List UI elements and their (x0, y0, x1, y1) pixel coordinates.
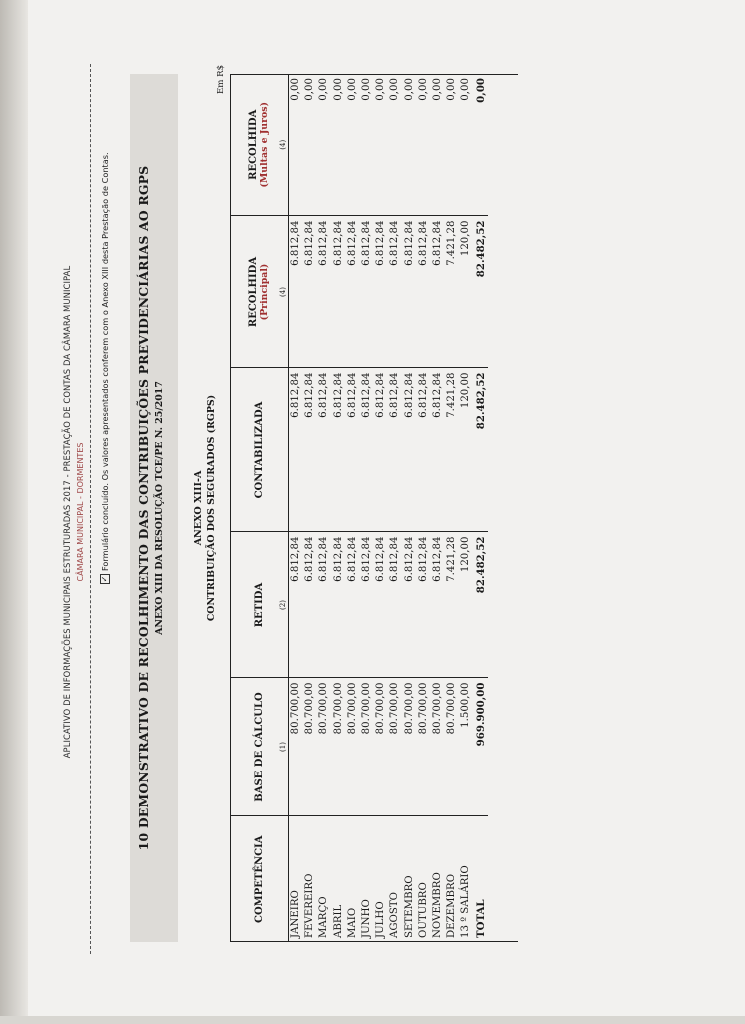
table-cell: 7.421,28 (445, 368, 459, 532)
table-cell: 80.700,00 (403, 678, 417, 816)
table-row (332, 74, 346, 942)
table-cell: 7.421,28 (445, 532, 459, 678)
total-row (474, 74, 488, 942)
table-cell: ABRIL (332, 816, 346, 942)
table-cell: 6.812,84 (403, 532, 417, 678)
table-cell: TOTAL (474, 816, 488, 942)
table-cell: MARÇO (317, 816, 331, 942)
table-row (417, 74, 431, 942)
table-body (289, 74, 488, 942)
table-cell: 6.812,84 (431, 368, 445, 532)
table-row (374, 74, 388, 942)
table-cell: 0,00 (318, 78, 330, 101)
contributions-table (230, 74, 488, 942)
table-cell: 0,00 (403, 78, 415, 101)
table-cell: 6.812,84 (388, 368, 402, 532)
table-cell: 6.812,84 (417, 368, 431, 532)
table-cell: 13 º SALÁRIO (459, 816, 473, 942)
table-cell: 0,00 (304, 78, 316, 101)
table-cell: 0,00 (417, 78, 429, 101)
table-cell: 6.812,84 (332, 532, 346, 678)
table-cell: 120,00 (459, 532, 473, 678)
dotted-divider (90, 64, 91, 954)
table-cell: 80.700,00 (431, 678, 445, 816)
table-cell: 969.900,00 (474, 678, 488, 816)
table-cell: 80.700,00 (417, 678, 431, 816)
table-cell: 80.700,00 (445, 678, 459, 816)
table-cell: 80.700,00 (332, 678, 346, 816)
table-cell: 80.700,00 (374, 678, 388, 816)
table-cell: 6.812,84 (317, 216, 331, 368)
table-cell: 80.700,00 (346, 678, 360, 816)
table-cell: 0,00 (375, 78, 387, 101)
table-cell: 80.700,00 (360, 678, 374, 816)
table-cell: NOVEMBRO (431, 816, 445, 942)
table-cell: 6.812,84 (317, 532, 331, 678)
table-cell: 0,00 (446, 78, 458, 101)
table-cell: 0,00 (332, 78, 344, 101)
table-row (459, 74, 473, 942)
entity-name: CÂMARA MUNICIPAL - DORMENTES (76, 442, 85, 582)
table-cell: 80.700,00 (317, 678, 331, 816)
header-contabilizada: CONTABILIZADA (230, 368, 289, 532)
table-cell: 6.812,84 (403, 368, 417, 532)
table-cell: 80.700,00 (303, 678, 317, 816)
table-cell: 6.812,84 (346, 532, 360, 678)
table-cell: 6.812,84 (417, 532, 431, 678)
table-cell: OUTUBRO (417, 816, 431, 942)
table-cell: 6.812,84 (388, 216, 402, 368)
table-row (360, 74, 374, 942)
table-row (431, 74, 445, 942)
table-row (303, 74, 317, 942)
annex-title: ANEXO XIII-A (193, 470, 204, 546)
table-row (289, 74, 304, 942)
table-cell: 0,00 (361, 78, 373, 101)
table-cell: FEVEREIRO (303, 816, 317, 942)
table-cell: JANEIRO (289, 816, 304, 942)
table-cell: 6.812,84 (346, 368, 360, 532)
header-recolhida-principal: RECOLHIDA (Principal) (4) (230, 216, 289, 368)
table-cell: 6.812,84 (346, 216, 360, 368)
table-row (388, 74, 402, 942)
table-cell: JULHO (374, 816, 388, 942)
table-cell: 6.812,84 (360, 532, 374, 678)
table-cell: 6.812,84 (431, 532, 445, 678)
table-cell: 120,00 (459, 368, 473, 532)
table-cell: 0,00 (389, 78, 401, 101)
table-cell: 80.700,00 (289, 678, 304, 816)
table-cell: MAIO (346, 816, 360, 942)
table-cell: 82.482,52 (474, 368, 488, 532)
table-cell: 6.812,84 (332, 216, 346, 368)
table-header-row (230, 74, 289, 942)
table-cell: 6.812,84 (289, 216, 304, 368)
table-cell: AGOSTO (388, 816, 402, 942)
table-row (445, 74, 459, 942)
annex-subtitle: CONTRIBUIÇÃO DOS SEGURADOS (RGPS) (206, 394, 217, 622)
table-cell: 7.421,28 (445, 216, 459, 368)
table-cell: 82.482,52 (474, 216, 488, 368)
header-retida: RETIDA (2) (230, 532, 289, 678)
table-cell: 6.812,84 (360, 216, 374, 368)
table-cell: 6.812,84 (374, 216, 388, 368)
table-cell: 6.812,84 (431, 216, 445, 368)
app-title: APLICATIVO DE INFORMAÇÕES MUNICIPAIS ESTRUTURADAS 2017 - PRESTAÇÃO DE CONTAS DA CÂMARA MUNICIPAL (62, 265, 72, 759)
table-cell: SETEMBRO (403, 816, 417, 942)
header-competencia: COMPETÊNCIA (230, 816, 289, 942)
table-cell: 6.812,84 (388, 532, 402, 678)
form-note-text: Formulário concluído. Os valores apresentados conferem com o Anexo XIII desta Prestação de Contas. (100, 152, 110, 571)
rotated-page (40, 0, 745, 1024)
table-cell: 82.482,52 (474, 532, 488, 678)
table-cell: JUNHO (360, 816, 374, 942)
table-cell: 6.812,84 (374, 532, 388, 678)
table-row (317, 74, 331, 942)
form-status-note (100, 152, 110, 584)
table-cell: 6.812,84 (374, 368, 388, 532)
table-cell: 6.812,84 (332, 368, 346, 532)
table-row (346, 74, 360, 942)
table-cell: DEZEMBRO (445, 816, 459, 942)
table-cell: 6.812,84 (303, 216, 317, 368)
table-cell: 0,00 (346, 78, 358, 101)
page-title: 10 DEMONSTRATIVO DE RECOLHIMENTO DAS CONTRIBUIÇÕES PREVIDENCIÁRIAS AO RGPS (136, 165, 151, 851)
table-cell: 6.812,84 (317, 368, 331, 532)
header-base: BASE DE CÁLCULO (1) (230, 678, 289, 816)
table-cell: 0,00 (432, 78, 444, 101)
table-cell: 0,00 (474, 78, 487, 103)
header-recolhida-multas: RECOLHIDA (Multas e Juros) (4) (230, 74, 289, 216)
currency-label: Em R$ (216, 64, 226, 94)
page-subtitle: ANEXO XIII DA RESOLUÇÃO TCE/PE N. 25/2017 (154, 381, 165, 635)
table-cell: 0,00 (460, 78, 472, 101)
table-cell: 6.812,84 (289, 368, 304, 532)
table-cell: 6.812,84 (360, 368, 374, 532)
scan-left-edge (0, 0, 28, 1024)
table-cell: 120,00 (459, 216, 473, 368)
table-row (403, 74, 417, 942)
table-cell: 1.500,00 (459, 678, 473, 816)
table-cell: 6.812,84 (303, 368, 317, 532)
table-cell: 6.812,84 (289, 532, 304, 678)
checkbox-checked-icon: ✓ (100, 575, 109, 583)
table-cell: 6.812,84 (403, 216, 417, 368)
table-cell: 0,00 (290, 78, 301, 101)
table-cell: 80.700,00 (388, 678, 402, 816)
table-cell: 6.812,84 (417, 216, 431, 368)
table-cell: 6.812,84 (303, 532, 317, 678)
